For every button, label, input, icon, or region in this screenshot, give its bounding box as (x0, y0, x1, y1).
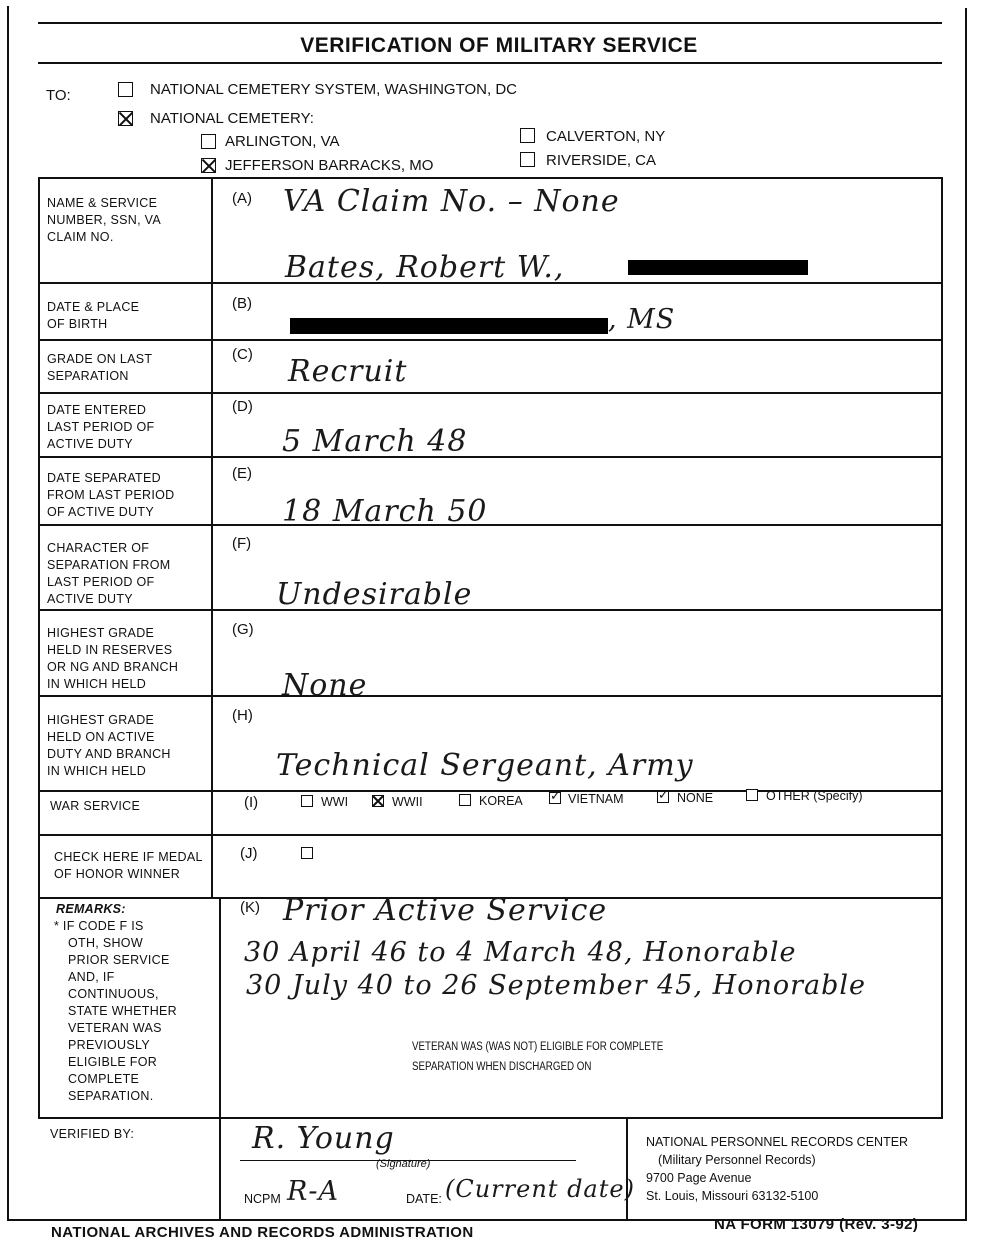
eligibility-note: VETERAN WAS (WAS NOT) ELIGIBLE FOR COMPLETE SEPARATION WHEN DISCHARGED ON (412, 1041, 664, 1073)
nat-cem-system-label: NATIONAL CEMETERY SYSTEM, WASHINGTON, DC (150, 81, 517, 98)
field-h-label: HIGHEST GRADE HELD ON ACTIVE DUTY AND BRANCH IN WHICH HELD (47, 713, 171, 778)
row-divider-c (38, 392, 942, 394)
title-underline (38, 62, 942, 64)
field-f-label: CHARACTER OF SEPARATION FROM LAST PERIOD OF ACTIVE DUTY (47, 541, 171, 606)
name-value[interactable]: Bates, Robert W., (285, 250, 565, 285)
none-checkbox[interactable] (657, 791, 669, 803)
national-cemetery-label: NATIONAL CEMETERY: (150, 110, 314, 127)
field-j-code: (J) (240, 845, 258, 862)
form-title: VERIFICATION OF MILITARY SERVICE (300, 34, 698, 57)
field-g-label: HIGHEST GRADE HELD IN RESERVES OR NG AND BRANCH IN WHICH HELD (47, 626, 179, 691)
date-entered-value[interactable]: 5 March 48 (282, 424, 468, 459)
remarks-line-3[interactable]: 30 July 40 to 26 September 45, Honorable (246, 970, 866, 1001)
birth-value[interactable]: , MS (608, 304, 676, 335)
footer-agency: NATIONAL ARCHIVES AND RECORDS ADMINISTRATION (51, 1224, 474, 1241)
footer-form-number: NA FORM 13079 (Rev. 3-92) (714, 1216, 919, 1233)
field-e-label: DATE SEPARATED FROM LAST PERIOD OF ACTIVE DUTY (47, 471, 175, 519)
ncpm-label: NCPM (244, 1192, 281, 1206)
ncpm-value[interactable]: R-A (287, 1176, 339, 1207)
row-divider-b (38, 339, 942, 341)
row-divider-e (38, 524, 942, 526)
wwii-label: WWII (392, 795, 423, 809)
address-divider (626, 1117, 628, 1220)
row-divider-g (38, 695, 942, 697)
field-f-code: (F) (232, 535, 252, 552)
records-center-address: NATIONAL PERSONNEL RECORDS CENTER (Military Personnel Records) 9700 Page Avenue St. Louis, Missouri 63132-5100 (646, 1135, 909, 1203)
korea-checkbox[interactable] (459, 794, 471, 806)
arlington-label: ARLINGTON, VA (225, 133, 340, 150)
vietnam-checkbox[interactable] (549, 792, 561, 804)
field-c-code: (C) (232, 346, 253, 363)
grade-value[interactable]: Recruit (288, 354, 408, 389)
wwii-checkbox[interactable] (372, 795, 384, 807)
field-g-code: (G) (232, 621, 254, 638)
vietnam-label: VIETNAM (568, 792, 624, 806)
field-d-code: (D) (232, 398, 253, 415)
field-j-label: CHECK HERE IF MEDAL OF HONOR WINNER (54, 850, 203, 881)
field-e-code: (E) (232, 465, 252, 482)
date-value[interactable]: (Current date) (445, 1175, 635, 1203)
top-rule (38, 22, 942, 24)
va-claim-value[interactable]: VA Claim No. – None (283, 184, 620, 219)
arlington-checkbox[interactable] (201, 134, 216, 149)
remarks-line-1[interactable]: Prior Active Service (283, 893, 608, 928)
nat-cem-system-checkbox[interactable] (118, 82, 133, 97)
field-h-code: (H) (232, 707, 253, 724)
row-divider-i (38, 834, 942, 836)
grid-left (38, 177, 40, 1119)
field-d-label: DATE ENTERED LAST PERIOD OF ACTIVE DUTY (47, 403, 155, 451)
signature-caption: (Signature) (376, 1158, 431, 1170)
remarks-label: REMARKS: * IF CODE F IS OTH, SHOW PRIOR SERVICE AND, IF CONTINUOUS, STATE WHETHER VETERAN WAS PREVIOUSLY ELIGIBLE FOR COMPLETE SEPARATION. (54, 902, 177, 1103)
grid-right (941, 177, 943, 1119)
none-label: NONE (677, 791, 714, 805)
calverton-label: CALVERTON, NY (546, 128, 666, 145)
other-checkbox[interactable] (746, 789, 758, 801)
right-border (965, 8, 967, 1220)
date-label: DATE: (406, 1192, 442, 1206)
field-c-label: GRADE ON LAST SEPARATION (47, 352, 153, 383)
remarks-line-2[interactable]: 30 April 46 to 4 March 48, Honorable (244, 937, 797, 968)
character-value[interactable]: Undesirable (276, 577, 473, 612)
row-divider-k (38, 1117, 942, 1119)
verified-by-label: VERIFIED BY: (50, 1127, 135, 1141)
field-i-code: (I) (244, 794, 259, 811)
field-b-label: DATE & PLACE OF BIRTH (47, 300, 140, 331)
jefferson-label: JEFFERSON BARRACKS, MO (225, 157, 434, 174)
medal-of-honor-checkbox[interactable] (301, 847, 313, 859)
field-k-code: (K) (240, 899, 260, 916)
reserves-grade-value[interactable]: None (282, 668, 368, 703)
row-divider-d (38, 456, 942, 458)
riverside-checkbox[interactable] (520, 152, 535, 167)
field-b-code: (B) (232, 295, 252, 312)
national-cemetery-checkbox[interactable] (118, 111, 133, 126)
wwi-label: WWI (321, 795, 349, 809)
active-grade-value[interactable]: Technical Sergeant, Army (276, 748, 694, 783)
korea-label: KOREA (479, 794, 523, 808)
row-divider-f (38, 609, 942, 611)
signature[interactable]: R. Young (252, 1121, 395, 1156)
to-label: TO: (46, 87, 71, 104)
calverton-checkbox[interactable] (520, 128, 535, 143)
left-border (7, 6, 9, 1221)
redacted-birth (290, 318, 608, 334)
riverside-label: RIVERSIDE, CA (546, 152, 657, 169)
date-separated-value[interactable]: 18 March 50 (282, 494, 488, 529)
grid-top (38, 177, 942, 179)
jefferson-checkbox[interactable] (201, 158, 216, 173)
field-i-label: WAR SERVICE (50, 799, 141, 813)
other-label: OTHER (Specify) (766, 789, 863, 803)
wwi-checkbox[interactable] (301, 795, 313, 807)
redacted-ssn (628, 260, 808, 275)
label-column-divider-lower (219, 897, 221, 1220)
field-a-label: NAME & SERVICE NUMBER, SSN, VA CLAIM NO. (47, 196, 162, 244)
field-a-code: (A) (232, 190, 252, 207)
